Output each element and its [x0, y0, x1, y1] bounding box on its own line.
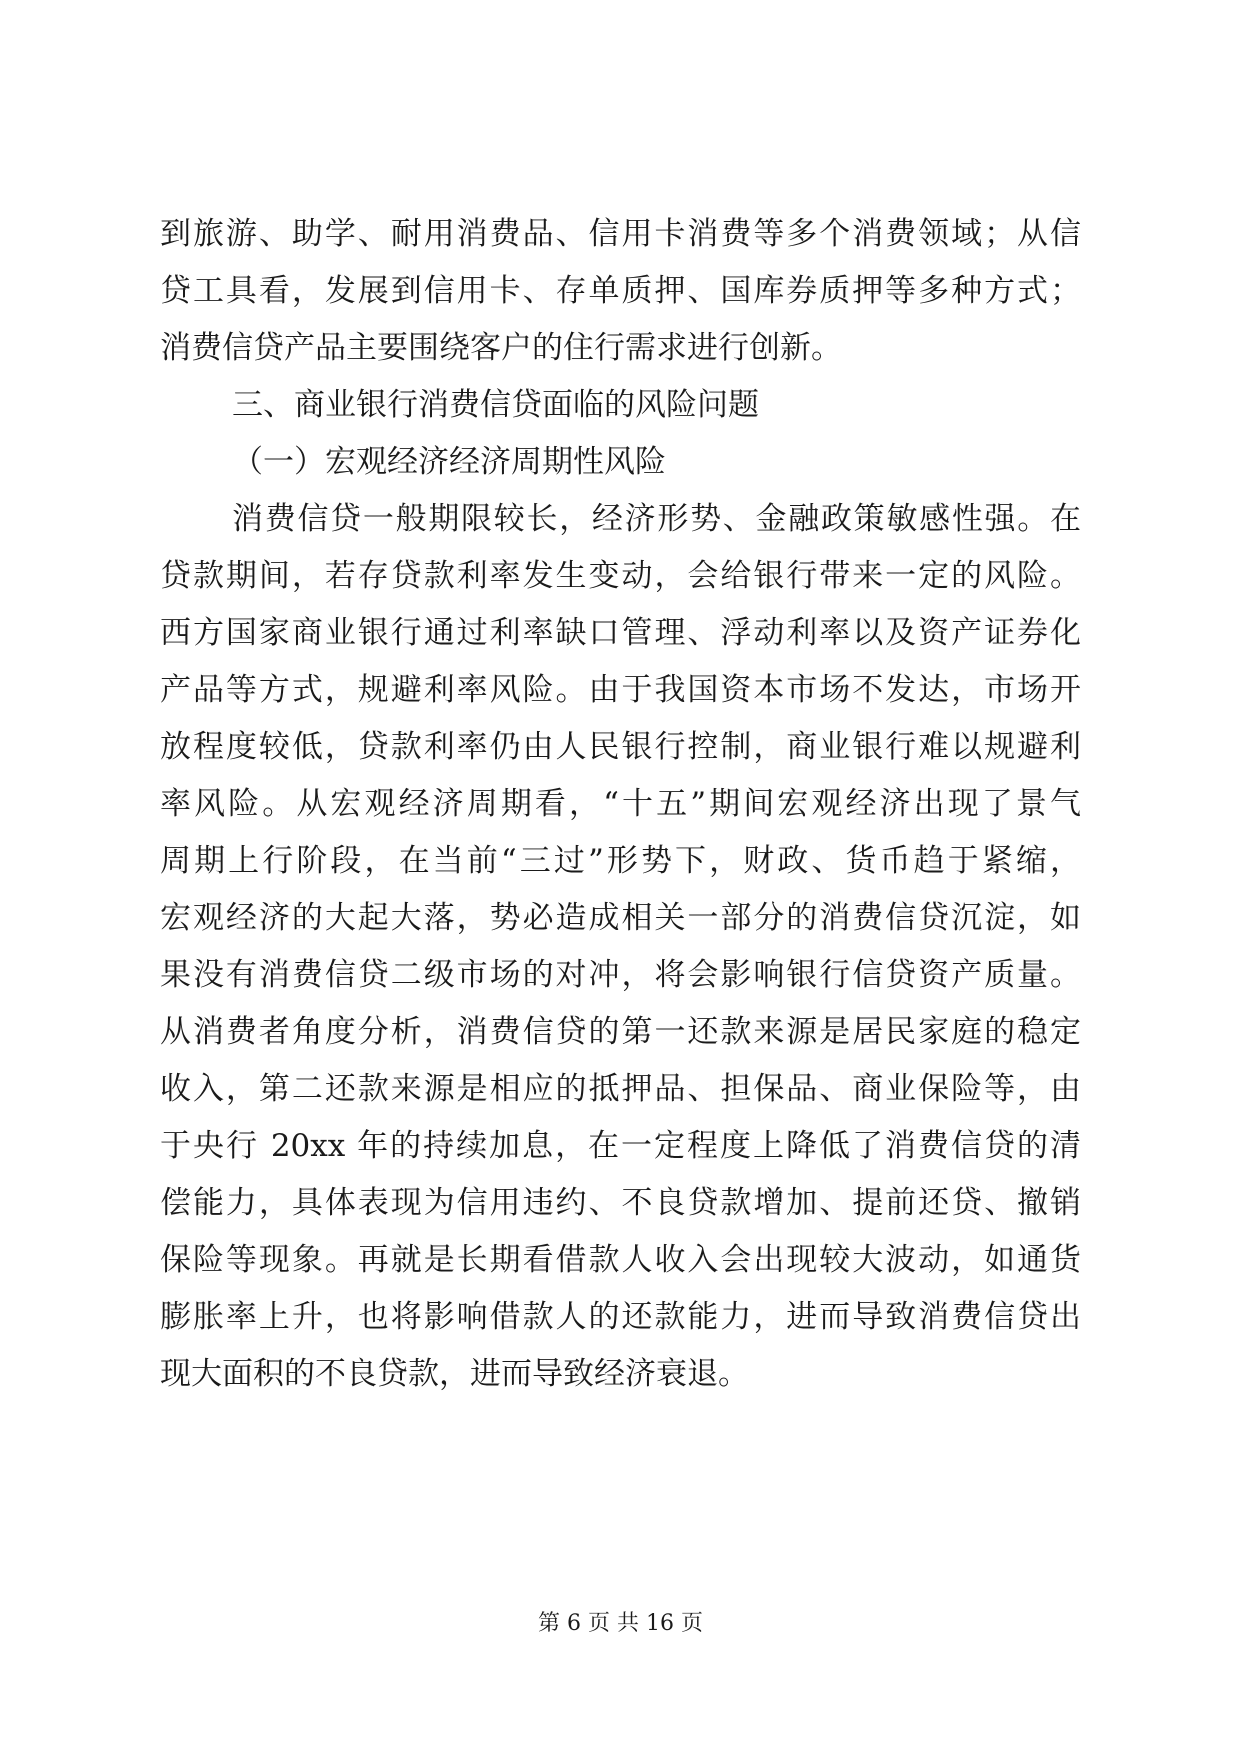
paragraph-line: 放程度较低，贷款利率仍由人民银行控制，商业银行难以规避利 [160, 729, 1081, 765]
subsection-heading: （一）宏观经济经济周期性风险 [232, 444, 666, 480]
paragraph-line: 从消费者角度分析，消费信贷的第一还款来源是居民家庭的稳定 [160, 1014, 1081, 1050]
paragraph-line: 贷工具看，发展到信用卡、存单质押、国库券质押等多种方式； [160, 273, 1081, 309]
section-heading: 三、商业银行消费信贷面临的风险问题 [232, 387, 759, 423]
paragraph-line: 保险等现象。再就是长期看借款人收入会出现较大波动，如通货 [160, 1242, 1081, 1278]
paragraph-line: 收入，第二还款来源是相应的抵押品、担保品、商业保险等，由 [160, 1071, 1081, 1107]
paragraph-line: 产品等方式，规避利率风险。由于我国资本市场不发达，市场开 [160, 672, 1081, 708]
paragraph-line: 周期上行阶段，在当前“三过”形势下，财政、货币趋于紧缩， [160, 843, 1081, 879]
page-number-footer: 第 6 页 共 16 页 [538, 1611, 703, 1636]
paragraph-line: 于央行 20xx 年的持续加息，在一定程度上降低了消费信贷的清 [160, 1128, 1081, 1164]
paragraph-line: 消费信贷产品主要围绕客户的住行需求进行创新。 [160, 330, 842, 366]
paragraph-line: 果没有消费信贷二级市场的对冲，将会影响银行信贷资产质量。 [160, 957, 1081, 993]
paragraph-line: 现大面积的不良贷款，进而导致经济衰退。 [160, 1356, 749, 1392]
paragraph-line: 西方国家商业银行通过利率缺口管理、浮动利率以及资产证券化 [160, 615, 1081, 651]
paragraph-line: 偿能力，具体表现为信用违约、不良贷款增加、提前还贷、撤销 [160, 1185, 1081, 1221]
paragraph-line: 贷款期间，若存贷款利率发生变动，会给银行带来一定的风险。 [160, 558, 1081, 594]
paragraph-line: 消费信贷一般期限较长，经济形势、金融政策敏感性强。在 [232, 501, 1081, 537]
paragraph-line: 宏观经济的大起大落，势必造成相关一部分的消费信贷沉淀，如 [160, 900, 1081, 936]
paragraph-line: 膨胀率上升，也将影响借款人的还款能力，进而导致消费信贷出 [160, 1299, 1081, 1335]
paragraph-line: 率风险。从宏观经济周期看，“十五”期间宏观经济出现了景气 [160, 786, 1081, 822]
paragraph-line: 到旅游、助学、耐用消费品、信用卡消费等多个消费领域；从信 [160, 216, 1081, 252]
